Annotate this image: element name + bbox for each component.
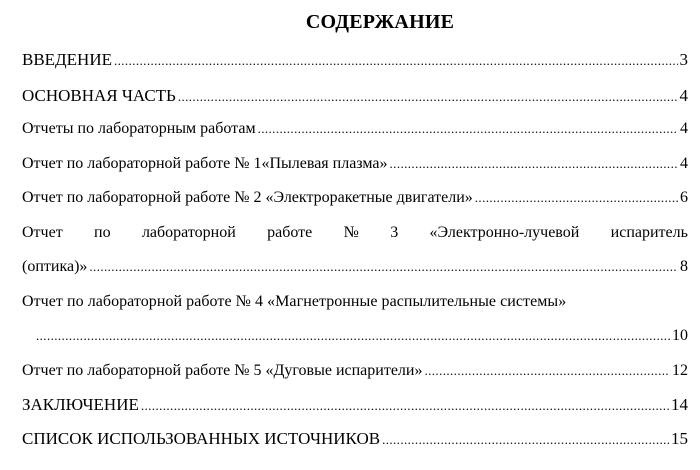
toc-entry-label: ЗАКЛЮЧЕНИЕ (22, 395, 139, 414)
toc-entry-conclusion[interactable] (22, 394, 688, 417)
toc-page-number: 15 (671, 429, 688, 448)
dot-leader (390, 153, 678, 175)
toc-word: Отчет (22, 224, 63, 241)
dot-leader (89, 256, 678, 278)
toc-page-number: 4 (679, 86, 688, 105)
toc-entry-references[interactable] (22, 428, 688, 451)
toc-entry-label-line-1 (22, 222, 688, 244)
toc-entry-introduction[interactable] (22, 49, 688, 72)
toc-page-number: 4 (680, 120, 688, 137)
dot-leader (475, 187, 678, 209)
toc-word: «Электронно-лучевой (429, 224, 580, 241)
toc-entry-lab-reports[interactable] (22, 118, 688, 140)
toc-page-number: 4 (680, 155, 688, 172)
toc-word: лабораторной (141, 224, 236, 241)
toc-page-number: 14 (671, 395, 688, 414)
toc-page-number: 10 (672, 327, 688, 344)
toc-word: № (343, 224, 359, 241)
dot-leader (424, 360, 670, 382)
toc-title: СОДЕРЖАНИЕ (305, 11, 455, 33)
toc-page-number: 6 (680, 189, 688, 206)
toc-entry-label-line-2 (22, 256, 688, 278)
toc-entry-label: Отчет по лабораторной работе № 4 «Магнетронные распылительные системы» (22, 293, 567, 310)
toc-page-number: 8 (680, 258, 688, 275)
toc-entry-label: ВВЕДЕНИЕ (22, 50, 112, 69)
toc-entry-label: Отчет по лабораторной работе № 5 «Дуговые испарители» (22, 362, 423, 379)
dot-leader (258, 118, 678, 140)
dot-leader (382, 429, 669, 451)
toc-word: работе (267, 224, 313, 241)
toc-page-number: 12 (672, 362, 688, 379)
toc-entry-lab-1[interactable] (22, 153, 688, 175)
toc-entry-label: СПИСОК ИСПОЛЬЗОВАННЫХ ИСТОЧНИКОВ (22, 429, 381, 448)
toc-entry-main-part[interactable] (22, 85, 688, 108)
dot-leader (178, 86, 678, 108)
toc-entry-label: ОСНОВНАЯ ЧАСТЬ (22, 86, 176, 105)
toc-word: по (94, 224, 111, 241)
toc-entry-label: Отчеты по лабораторным работам (22, 120, 256, 137)
dot-leader (36, 325, 670, 347)
toc-entry-lab-2[interactable] (22, 187, 688, 209)
toc-entry-lab-5[interactable] (22, 360, 688, 382)
toc-word: 3 (390, 224, 399, 241)
dot-leader (114, 50, 678, 72)
toc-entry-label: (оптика)» (22, 258, 88, 275)
toc-page-number: 3 (679, 50, 688, 69)
toc-entry-label: Отчет по лабораторной работе № 1«Пылевая плазма» (22, 155, 388, 172)
toc-entry-label: Отчет по лабораторной работе № 2 «Электроракетные двигатели» (22, 189, 473, 206)
toc-entry-leader-line (22, 325, 688, 347)
dot-leader (141, 395, 669, 417)
toc-word: испаритель (610, 224, 688, 241)
